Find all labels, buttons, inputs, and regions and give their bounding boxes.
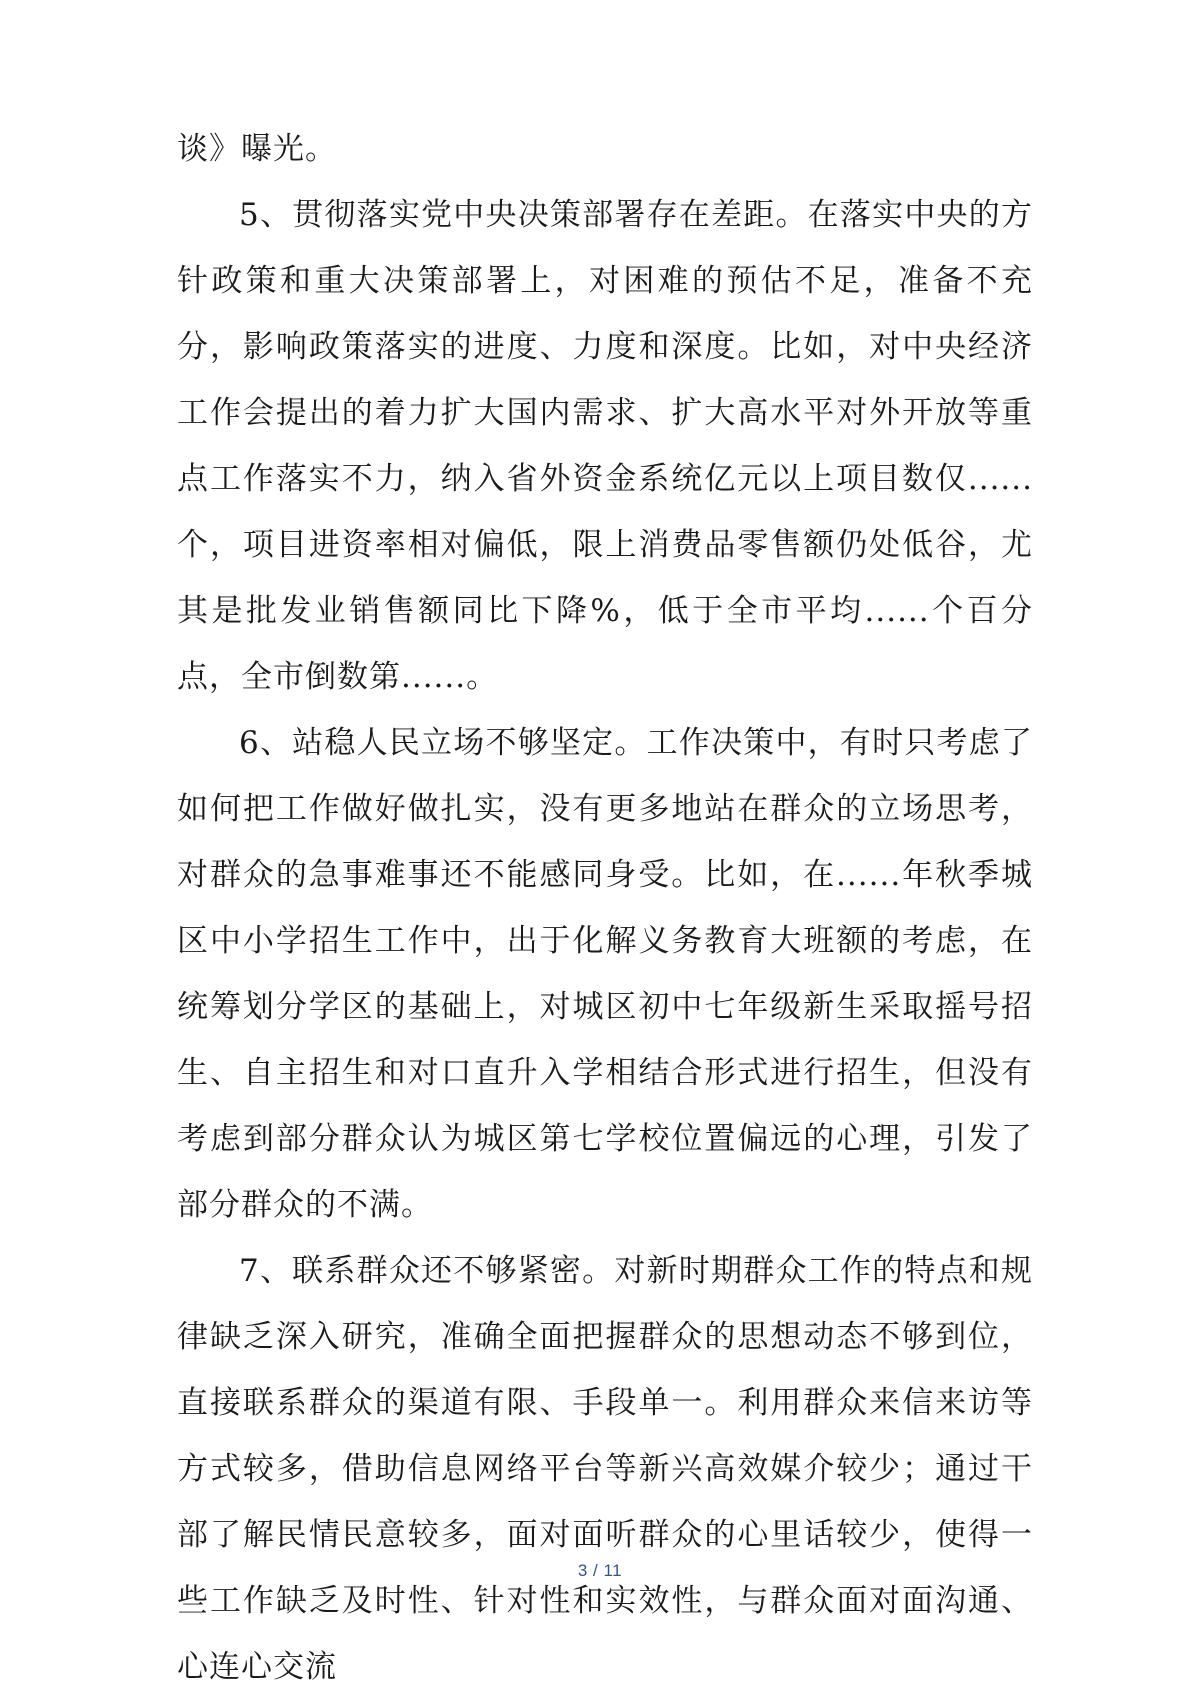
paragraph-item-6: 6、站稳人民立场不够坚定。工作决策中，有时只考虑了如何把工作做好做扎实，没有更多地站在群众的立场思考，对群众的急事难事还不能感同身受。比如，在......年秋季城区中小学招生工作中，出于化解义务教育大班额的考虑，在统筹划分学区的基础上，对城区初中七年级新生采取摇号招生、自主招生和对口直升入学相结合形式进行招生，但没有考虑到部分群众认为城区第七学校位置偏远的心理，引发了部分群众的不满。: [177, 725, 1033, 1223]
paragraph-item-5: 5、贯彻落实党中央决策部署存在差距。在落实中央的方针政策和重大决策部署上，对困难的预估不足，准备不充分，影响政策落实的进度、力度和深度。比如，对中央经济工作会提出的着力扩大国内需求、扩大高水平对外开放等重点工作落实不力，纳入省外资金系统亿元以上项目数仅......个，项目进资率相对偏低，限上消费品零售额仍处低谷，尤其是批发业销售额同比下降%，低于全市平均......个百分点，全市倒数第......。: [177, 197, 1033, 695]
paragraph-continuation: 谈》曝光。: [177, 131, 337, 167]
document-body: [177, 116, 1033, 1700]
page-number: 3 / 11: [577, 1561, 623, 1580]
paragraph-item-7: 7、联系群众还不够紧密。对新时期群众工作的特点和规律缺乏深入研究，准确全面把握群众的思想动态不够到位，直接联系群众的渠道有限、手段单一。利用群众来信来访等方式较多，借助信息网络平台等新兴高效媒介较少；通过干部了解民情民意较多，面对面听群众的心里话较少，使得一些工作缺乏及时性、针对性和实效性，与群众面对面沟通、心连心交流: [177, 1253, 1033, 1685]
